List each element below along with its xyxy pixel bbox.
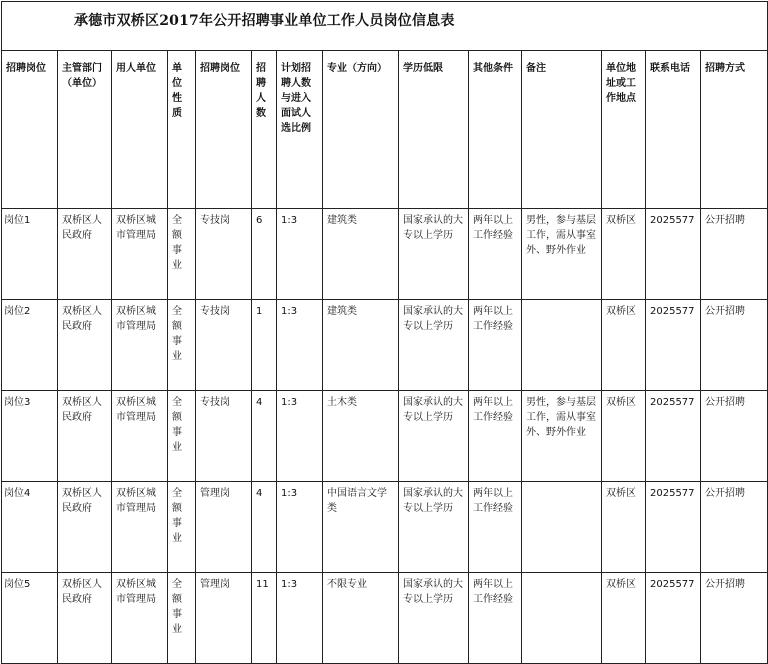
table-cell-unit: 双桥区城市管理局 xyxy=(112,482,168,573)
table-cell-method: 公开招聘 xyxy=(701,573,768,664)
table-cell-dept: 双桥区人民政府 xyxy=(58,300,112,391)
table-cell-nature: 全额事业 xyxy=(168,482,196,573)
table-cell-note: 男性，参与基层工作，需从事室外、野外作业 xyxy=(522,209,602,300)
table-cell-ratio: 1:3 xyxy=(277,482,323,573)
table-cell-pos: 岗位3 xyxy=(2,391,58,482)
header-cell: 学历低限 xyxy=(399,51,469,209)
table-cell-note xyxy=(522,573,602,664)
table-row xyxy=(2,391,768,482)
table-cell-phone: 2025577 xyxy=(646,209,701,300)
table-cell-dept: 双桥区人民政府 xyxy=(58,391,112,482)
table-cell-dept: 双桥区人民政府 xyxy=(58,573,112,664)
header-cell: 专业（方向） xyxy=(323,51,399,209)
table-cell-phone: 2025577 xyxy=(646,391,701,482)
table-cell-count: 11 xyxy=(252,573,277,664)
header-cell: 招聘方式 xyxy=(701,51,768,209)
header-cell: 单位地址或工作地点 xyxy=(602,51,646,209)
table-cell-post: 管理岗 xyxy=(196,573,252,664)
table-cell-note xyxy=(522,300,602,391)
table-cell-pos: 岗位4 xyxy=(2,482,58,573)
table-cell-note xyxy=(522,482,602,573)
table-cell-unit: 双桥区城市管理局 xyxy=(112,209,168,300)
table-cell-post: 专技岗 xyxy=(196,391,252,482)
table-cell-addr: 双桥区 xyxy=(602,482,646,573)
header-cell: 招聘岗位 xyxy=(2,51,58,209)
table-cell-count: 4 xyxy=(252,482,277,573)
table-cell-post: 专技岗 xyxy=(196,300,252,391)
table-cell-edu: 国家承认的大专以上学历 xyxy=(399,391,469,482)
header-cell: 备注 xyxy=(522,51,602,209)
header-cell: 其他条件 xyxy=(469,51,522,209)
positions-table xyxy=(1,1,768,664)
table-cell-edu: 国家承认的大专以上学历 xyxy=(399,209,469,300)
table-row xyxy=(2,482,768,573)
table-cell-other: 两年以上工作经验 xyxy=(469,482,522,573)
header-cell: 联系电话 xyxy=(646,51,701,209)
page-title: 承德市双桥区2017年公开招聘事业单位工作人员岗位信息表 xyxy=(74,13,455,29)
table-cell-post: 专技岗 xyxy=(196,209,252,300)
document-page xyxy=(1,1,767,641)
table-cell-method: 公开招聘 xyxy=(701,300,768,391)
table-cell-other: 两年以上工作经验 xyxy=(469,300,522,391)
table-cell-other: 两年以上工作经验 xyxy=(469,209,522,300)
table-cell-count: 6 xyxy=(252,209,277,300)
header-cell: 计划招聘人数与进入面试人选比例 xyxy=(277,51,323,209)
table-cell-edu: 国家承认的大专以上学历 xyxy=(399,573,469,664)
table-cell-ratio: 1:3 xyxy=(277,209,323,300)
table-cell-dept: 双桥区人民政府 xyxy=(58,482,112,573)
table-cell-major: 中国语言文学类 xyxy=(323,482,399,573)
header-cell: 招聘人数 xyxy=(252,51,277,209)
table-cell-ratio: 1:3 xyxy=(277,300,323,391)
table-cell-post: 管理岗 xyxy=(196,482,252,573)
table-row xyxy=(2,209,768,300)
header-cell: 招聘岗位 xyxy=(196,51,252,209)
title-cell xyxy=(2,2,768,51)
table-cell-major: 土木类 xyxy=(323,391,399,482)
table-cell-nature: 全额事业 xyxy=(168,300,196,391)
table-cell-phone: 2025577 xyxy=(646,573,701,664)
table-cell-unit: 双桥区城市管理局 xyxy=(112,391,168,482)
table-cell-major: 建筑类 xyxy=(323,300,399,391)
table-row xyxy=(2,573,768,664)
table-cell-count: 4 xyxy=(252,391,277,482)
header-cell: 用人单位 xyxy=(112,51,168,209)
table-cell-edu: 国家承认的大专以上学历 xyxy=(399,300,469,391)
table-cell-nature: 全额事业 xyxy=(168,391,196,482)
table-cell-unit: 双桥区城市管理局 xyxy=(112,300,168,391)
table-cell-method: 公开招聘 xyxy=(701,391,768,482)
table-cell-nature: 全额事业 xyxy=(168,209,196,300)
table-cell-note: 男性，参与基层工作，需从事室外、野外作业 xyxy=(522,391,602,482)
table-cell-major: 不限专业 xyxy=(323,573,399,664)
table-cell-dept: 双桥区人民政府 xyxy=(58,209,112,300)
table-cell-pos: 岗位2 xyxy=(2,300,58,391)
header-cell: 主管部门（单位） xyxy=(58,51,112,209)
table-cell-method: 公开招聘 xyxy=(701,482,768,573)
table-cell-other: 两年以上工作经验 xyxy=(469,391,522,482)
table-cell-ratio: 1:3 xyxy=(277,573,323,664)
table-cell-phone: 2025577 xyxy=(646,300,701,391)
table-cell-phone: 2025577 xyxy=(646,482,701,573)
table-cell-edu: 国家承认的大专以上学历 xyxy=(399,482,469,573)
table-cell-addr: 双桥区 xyxy=(602,573,646,664)
table-cell-method: 公开招聘 xyxy=(701,209,768,300)
table-cell-addr: 双桥区 xyxy=(602,209,646,300)
table-cell-addr: 双桥区 xyxy=(602,391,646,482)
table-cell-pos: 岗位5 xyxy=(2,573,58,664)
table-cell-unit: 双桥区城市管理局 xyxy=(112,573,168,664)
table-cell-other: 两年以上工作经验 xyxy=(469,573,522,664)
table-cell-ratio: 1:3 xyxy=(277,391,323,482)
header-row xyxy=(2,51,768,209)
table-cell-pos: 岗位1 xyxy=(2,209,58,300)
table-cell-count: 1 xyxy=(252,300,277,391)
table-cell-nature: 全额事业 xyxy=(168,573,196,664)
table-cell-major: 建筑类 xyxy=(323,209,399,300)
header-cell: 单位性质 xyxy=(168,51,196,209)
table-row xyxy=(2,300,768,391)
table-cell-addr: 双桥区 xyxy=(602,300,646,391)
